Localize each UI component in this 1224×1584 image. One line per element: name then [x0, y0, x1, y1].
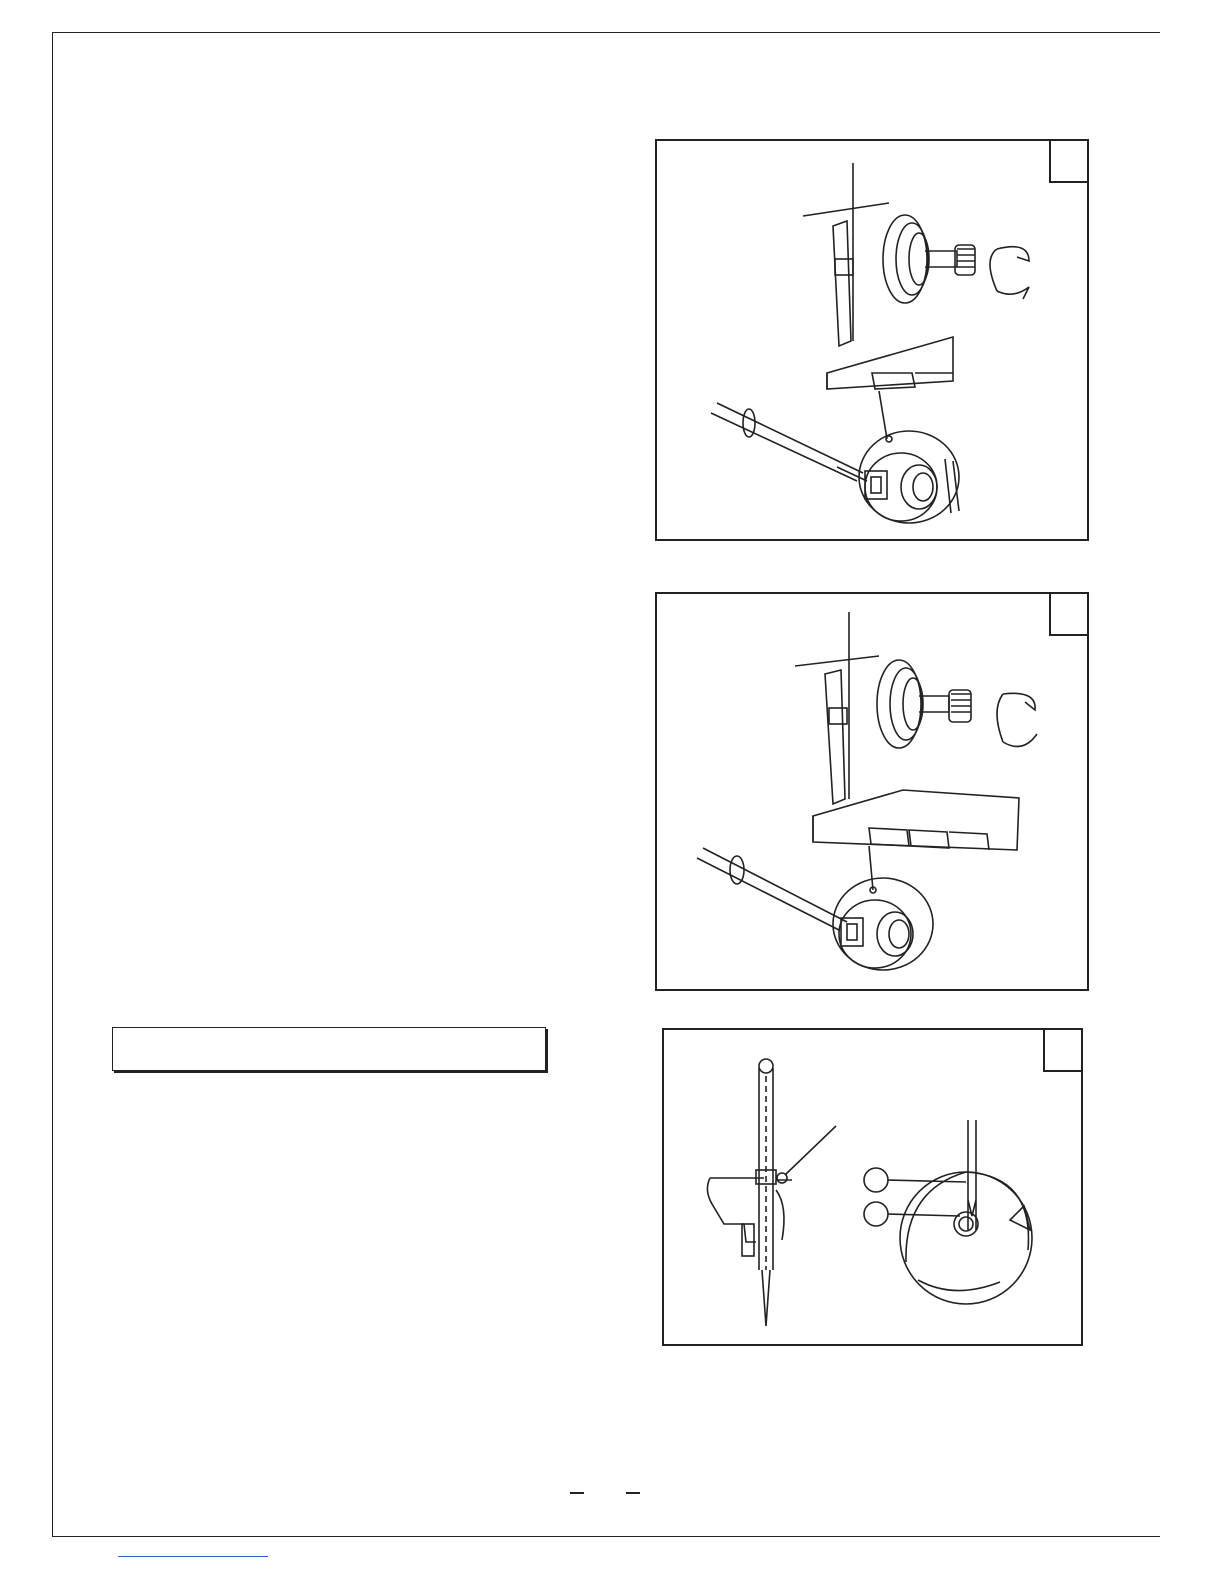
- page-number-mark-left: [570, 1492, 584, 1494]
- needle-hook-illustration: [664, 1030, 1085, 1348]
- tension-illustration-1: [657, 141, 1091, 543]
- figure-bobbin-tension-1: [655, 139, 1089, 541]
- tension-illustration-2: [657, 594, 1091, 993]
- page-frame-top: [52, 32, 1160, 33]
- footer-link[interactable]: [118, 1556, 268, 1557]
- figure-needle-hook-timing: [662, 1028, 1083, 1346]
- page-frame-bottom: [52, 1536, 1160, 1537]
- figure-bobbin-tension-2: [655, 592, 1089, 991]
- page-frame-left: [52, 32, 53, 1537]
- page-number-mark-right: [626, 1492, 640, 1494]
- section-heading-box: [112, 1027, 546, 1071]
